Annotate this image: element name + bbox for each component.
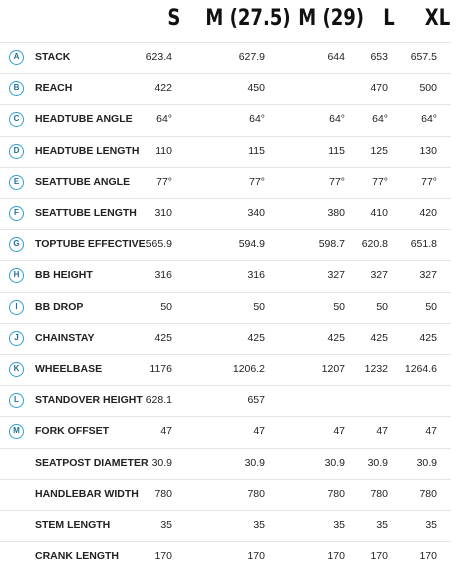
table-row — [0, 198, 451, 230]
row-letter-badge: I — [9, 300, 24, 315]
row-letter-badge: J — [9, 331, 24, 346]
cell-value: 170 — [154, 550, 172, 563]
cell-value: 64° — [249, 113, 265, 126]
cell-value: 422 — [154, 82, 172, 95]
table-row — [0, 323, 451, 355]
cell-value: 64° — [156, 113, 172, 126]
row-label: CHAINSTAY — [35, 331, 95, 344]
cell-value: 64° — [421, 113, 437, 126]
row-label: WHEELBASE — [35, 363, 103, 375]
table-row — [0, 292, 451, 324]
cell-value: 620.8 — [361, 238, 388, 251]
table-row — [0, 416, 451, 448]
table-row — [0, 354, 451, 386]
cell-value: 316 — [154, 269, 172, 282]
row-label: TOPTUBE EFFECTIVE — [35, 238, 146, 251]
cell-value: 425 — [419, 331, 437, 344]
cell-value: 35 — [253, 519, 265, 531]
cell-value: 170 — [370, 550, 388, 563]
table-row — [0, 479, 451, 511]
row-label: SEATPOST DIAMETER — [35, 456, 149, 469]
table-row — [0, 104, 451, 136]
cell-value: 30.9 — [324, 456, 345, 469]
table-row — [0, 541, 451, 573]
row-letter-badge: L — [9, 393, 24, 408]
size-header-xl: XL — [424, 6, 451, 31]
cell-value: 125 — [370, 144, 388, 157]
table-row — [0, 42, 451, 74]
row-label: FORK OFFSET — [35, 425, 110, 438]
cell-value: 1176 — [149, 363, 172, 375]
cell-value: 50 — [376, 300, 388, 313]
table-row — [0, 510, 451, 542]
row-label: STANDOVER HEIGHT — [35, 394, 143, 407]
cell-value: 170 — [327, 550, 345, 563]
cell-value: 30.9 — [244, 456, 265, 469]
cell-value: 50 — [160, 300, 172, 313]
cell-value: 780 — [327, 487, 345, 500]
table-row — [0, 167, 451, 199]
cell-value: 47 — [376, 425, 388, 438]
cell-value: 780 — [154, 487, 172, 500]
cell-value: 50 — [253, 300, 265, 313]
cell-value: 653 — [370, 51, 388, 63]
cell-value: 627.9 — [238, 51, 265, 63]
cell-value: 420 — [419, 207, 437, 219]
row-letter-badge: F — [9, 206, 24, 221]
table-row — [0, 260, 451, 292]
row-label: REACH — [35, 82, 73, 95]
cell-value: 47 — [425, 425, 437, 438]
cell-value: 657.5 — [410, 51, 437, 63]
row-letter-badge: C — [9, 112, 24, 127]
row-label: SEATTUBE ANGLE — [35, 175, 131, 188]
cell-value: 327 — [370, 269, 388, 282]
cell-value: 170 — [419, 550, 437, 563]
row-letter-badge: D — [9, 144, 24, 159]
row-letter-badge: K — [9, 362, 24, 377]
cell-value: 30.9 — [416, 456, 437, 469]
cell-value: 50 — [425, 300, 437, 313]
cell-value: 410 — [370, 207, 388, 219]
cell-value: 327 — [419, 269, 437, 282]
cell-value: 565.9 — [145, 238, 172, 251]
cell-value: 1232 — [364, 363, 388, 375]
cell-value: 77° — [156, 175, 172, 188]
table-row — [0, 385, 451, 417]
size-header-l: L — [383, 6, 395, 31]
cell-value: 594.9 — [238, 238, 265, 251]
cell-value: 115 — [328, 144, 345, 157]
size-header-s: S — [167, 6, 181, 31]
cell-value: 628.1 — [145, 394, 172, 407]
cell-value: 380 — [327, 207, 345, 219]
row-letter-badge: M — [9, 424, 24, 439]
cell-value: 644 — [327, 51, 345, 63]
cell-value: 425 — [247, 331, 265, 344]
row-label: BB HEIGHT — [35, 269, 93, 282]
cell-value: 780 — [419, 487, 437, 500]
row-letter-badge: G — [9, 237, 24, 252]
size-header-m-29: M (29) — [298, 6, 365, 31]
cell-value: 470 — [370, 82, 388, 95]
cell-value: 47 — [253, 425, 265, 438]
cell-value: 77° — [372, 175, 388, 188]
row-letter-badge: H — [9, 268, 24, 283]
size-header-m-27-5: M (27.5) — [205, 6, 291, 31]
table-row — [0, 136, 451, 168]
cell-value: 30.9 — [151, 456, 172, 469]
cell-value: 310 — [154, 207, 172, 219]
row-label: HEADTUBE LENGTH — [35, 144, 140, 157]
cell-value: 1207 — [321, 363, 345, 375]
table-row — [0, 73, 451, 105]
row-label: HEADTUBE ANGLE — [35, 113, 133, 126]
row-label: BB DROP — [35, 300, 84, 313]
row-letter-badge: A — [9, 50, 24, 65]
cell-value: 50 — [333, 300, 345, 313]
cell-value: 657 — [247, 394, 265, 407]
cell-value: 425 — [154, 331, 172, 344]
cell-value: 47 — [160, 425, 172, 438]
row-label: HANDLEBAR WIDTH — [35, 487, 139, 500]
table-row — [0, 448, 451, 480]
cell-value: 35 — [376, 519, 388, 531]
cell-value: 35 — [333, 519, 345, 531]
cell-value: 425 — [370, 331, 388, 344]
cell-value: 425 — [327, 331, 345, 344]
cell-value: 77° — [421, 175, 437, 188]
row-letter-badge: E — [9, 175, 24, 190]
cell-value: 110 — [155, 144, 172, 157]
cell-value: 327 — [327, 269, 345, 282]
cell-value: 316 — [247, 269, 265, 282]
cell-value: 30.9 — [367, 456, 388, 469]
cell-value: 623.4 — [145, 51, 172, 63]
cell-value: 651.8 — [410, 238, 437, 251]
cell-value: 780 — [247, 487, 265, 500]
cell-value: 340 — [247, 207, 265, 219]
row-label: STACK — [35, 51, 71, 63]
cell-value: 35 — [425, 519, 437, 531]
table-row — [0, 229, 451, 261]
cell-value: 780 — [370, 487, 388, 500]
cell-value: 130 — [419, 144, 437, 157]
cell-value: 64° — [372, 113, 388, 126]
row-letter-badge: B — [9, 81, 24, 96]
cell-value: 1264.6 — [404, 363, 437, 375]
cell-value: 500 — [419, 82, 437, 95]
cell-value: 598.7 — [318, 238, 345, 251]
cell-value: 450 — [247, 82, 265, 95]
row-label: CRANK LENGTH — [35, 550, 119, 563]
cell-value: 170 — [247, 550, 265, 563]
cell-value: 64° — [329, 113, 345, 126]
cell-value: 77° — [329, 175, 345, 188]
cell-value: 115 — [248, 144, 265, 157]
size-header-row — [0, 0, 460, 42]
cell-value: 35 — [160, 519, 172, 531]
row-label: SEATTUBE LENGTH — [35, 207, 137, 219]
row-label: STEM LENGTH — [35, 519, 111, 531]
cell-value: 47 — [333, 425, 345, 438]
cell-value: 1206.2 — [232, 363, 265, 375]
cell-value: 77° — [249, 175, 265, 188]
